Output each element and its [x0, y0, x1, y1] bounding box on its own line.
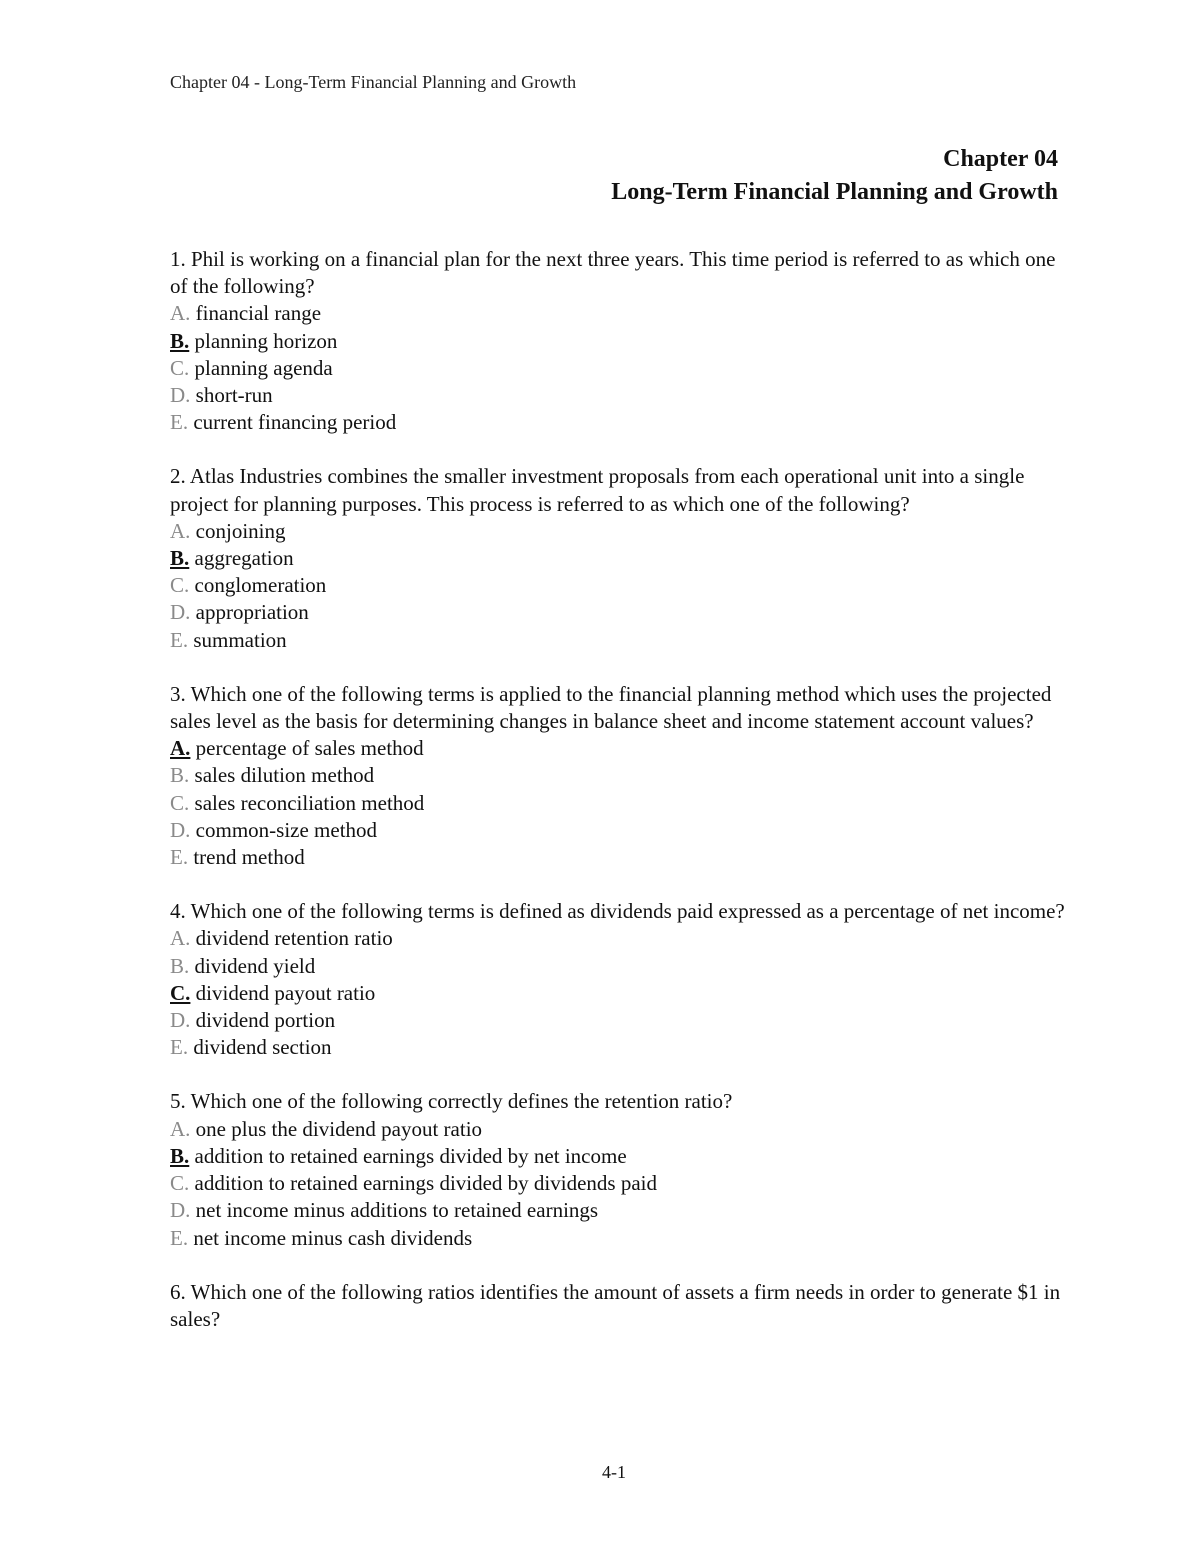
answer-option — [170, 1143, 1070, 1170]
option-text: addition to retained earnings divided by dividends paid — [194, 1171, 657, 1196]
answer-option — [170, 409, 1070, 436]
correct-answer-letter: A. — [170, 736, 191, 761]
option-letter: E. — [170, 627, 189, 652]
option-letter: E. — [170, 410, 189, 435]
option-letter: D. — [170, 1198, 191, 1223]
running-header: Chapter 04 - Long-Term Financial Planning and Growth — [170, 72, 577, 92]
option-text: conglomeration — [194, 573, 327, 598]
option-text: sales dilution method — [194, 763, 375, 788]
answer-option — [170, 1034, 1070, 1061]
option-text: aggregation — [194, 546, 294, 571]
chapter-title: Chapter 04 — [943, 146, 1058, 172]
question-item — [170, 681, 1070, 871]
answer-option — [170, 980, 1070, 1007]
option-letter: B. — [170, 763, 190, 788]
option-text: one plus the dividend payout ratio — [195, 1116, 483, 1141]
question-text: 3. Which one of the following terms is applied to the financial planning method which uses the projected sales level as the basis for determining changes in balance sheet and income statement account values? — [170, 681, 1052, 734]
answer-option — [170, 925, 1070, 952]
option-text: short-run — [195, 383, 273, 408]
question-item — [170, 463, 1070, 653]
option-text: trend method — [193, 845, 305, 870]
option-text: planning horizon — [194, 328, 338, 353]
option-letter: D. — [170, 600, 191, 625]
option-text: percentage of sales method — [195, 736, 424, 761]
answer-option — [170, 545, 1070, 572]
option-letter: A. — [170, 926, 191, 951]
option-letter: C. — [170, 355, 190, 380]
option-text: addition to retained earnings divided by net income — [194, 1143, 627, 1168]
option-letter: A. — [170, 518, 191, 543]
chapter-subtitle: Long-Term Financial Planning and Growth — [611, 179, 1058, 205]
question-text: 4. Which one of the following terms is defined as dividends paid expressed as a percentage of net income? — [170, 899, 1065, 924]
option-letter: C. — [170, 1171, 190, 1196]
question-item — [170, 898, 1070, 1061]
correct-answer-letter: B. — [170, 1143, 190, 1168]
option-text: summation — [193, 627, 287, 652]
option-letter: A. — [170, 1116, 191, 1141]
option-text: common-size method — [195, 817, 378, 842]
question-text: 2. Atlas Industries combines the smaller investment proposals from each operational unit into a single project for planning purposes. This process is referred to as which one of the following? — [170, 464, 1025, 516]
option-letter: B. — [170, 953, 190, 978]
answer-option — [170, 953, 1070, 980]
answer-option — [170, 1116, 1070, 1143]
answer-option — [170, 382, 1070, 409]
option-letter: D. — [170, 383, 191, 408]
option-letter: D. — [170, 817, 191, 842]
question-text: 6. Which one of the following ratios identifies the amount of assets a firm needs in order to generate $1 in sales? — [170, 1279, 1061, 1331]
answer-option — [170, 735, 1070, 762]
option-text: net income minus cash dividends — [193, 1225, 473, 1250]
option-text: dividend payout ratio — [195, 980, 376, 1005]
question-text: 5. Which one of the following correctly defines the retention ratio? — [170, 1089, 733, 1114]
option-text: appropriation — [195, 600, 309, 625]
title-block — [611, 143, 1058, 209]
answer-option — [170, 817, 1070, 844]
question-list — [170, 246, 1070, 1333]
answer-option — [170, 762, 1070, 789]
answer-option — [170, 1225, 1070, 1252]
correct-answer-letter: C. — [170, 980, 191, 1005]
option-letter: D. — [170, 1008, 191, 1033]
question-text: 1. Phil is working on a financial plan for the next three years. This time period is referred to as which one of the following? — [170, 247, 1056, 299]
option-letter: E. — [170, 1035, 189, 1060]
answer-option — [170, 355, 1070, 382]
option-letter: A. — [170, 301, 191, 326]
answer-option — [170, 790, 1070, 817]
question-item — [170, 1279, 1070, 1333]
option-letter: E. — [170, 845, 189, 870]
answer-option — [170, 1007, 1070, 1034]
answer-option — [170, 572, 1070, 599]
answer-option — [170, 599, 1070, 626]
option-letter: C. — [170, 573, 190, 598]
option-text: financial range — [195, 301, 322, 326]
option-letter: C. — [170, 790, 190, 815]
option-letter: E. — [170, 1225, 189, 1250]
answer-option — [170, 300, 1070, 327]
answer-option — [170, 627, 1070, 654]
correct-answer-letter: B. — [170, 546, 190, 571]
option-text: dividend section — [193, 1035, 332, 1060]
option-text: dividend portion — [195, 1008, 336, 1033]
option-text: sales reconciliation method — [194, 790, 425, 815]
option-text: net income minus additions to retained earnings — [195, 1198, 599, 1223]
answer-option — [170, 1197, 1070, 1224]
question-item — [170, 246, 1070, 436]
answer-option — [170, 518, 1070, 545]
correct-answer-letter: B. — [170, 328, 190, 353]
option-text: conjoining — [195, 518, 286, 543]
answer-option — [170, 328, 1070, 355]
option-text: planning agenda — [194, 355, 333, 380]
answer-option — [170, 1170, 1070, 1197]
option-text: dividend retention ratio — [195, 926, 393, 951]
page-number: 4-1 — [602, 1462, 626, 1482]
question-item — [170, 1088, 1070, 1251]
answer-option — [170, 844, 1070, 871]
option-text: current financing period — [193, 410, 397, 435]
option-text: dividend yield — [194, 953, 316, 978]
